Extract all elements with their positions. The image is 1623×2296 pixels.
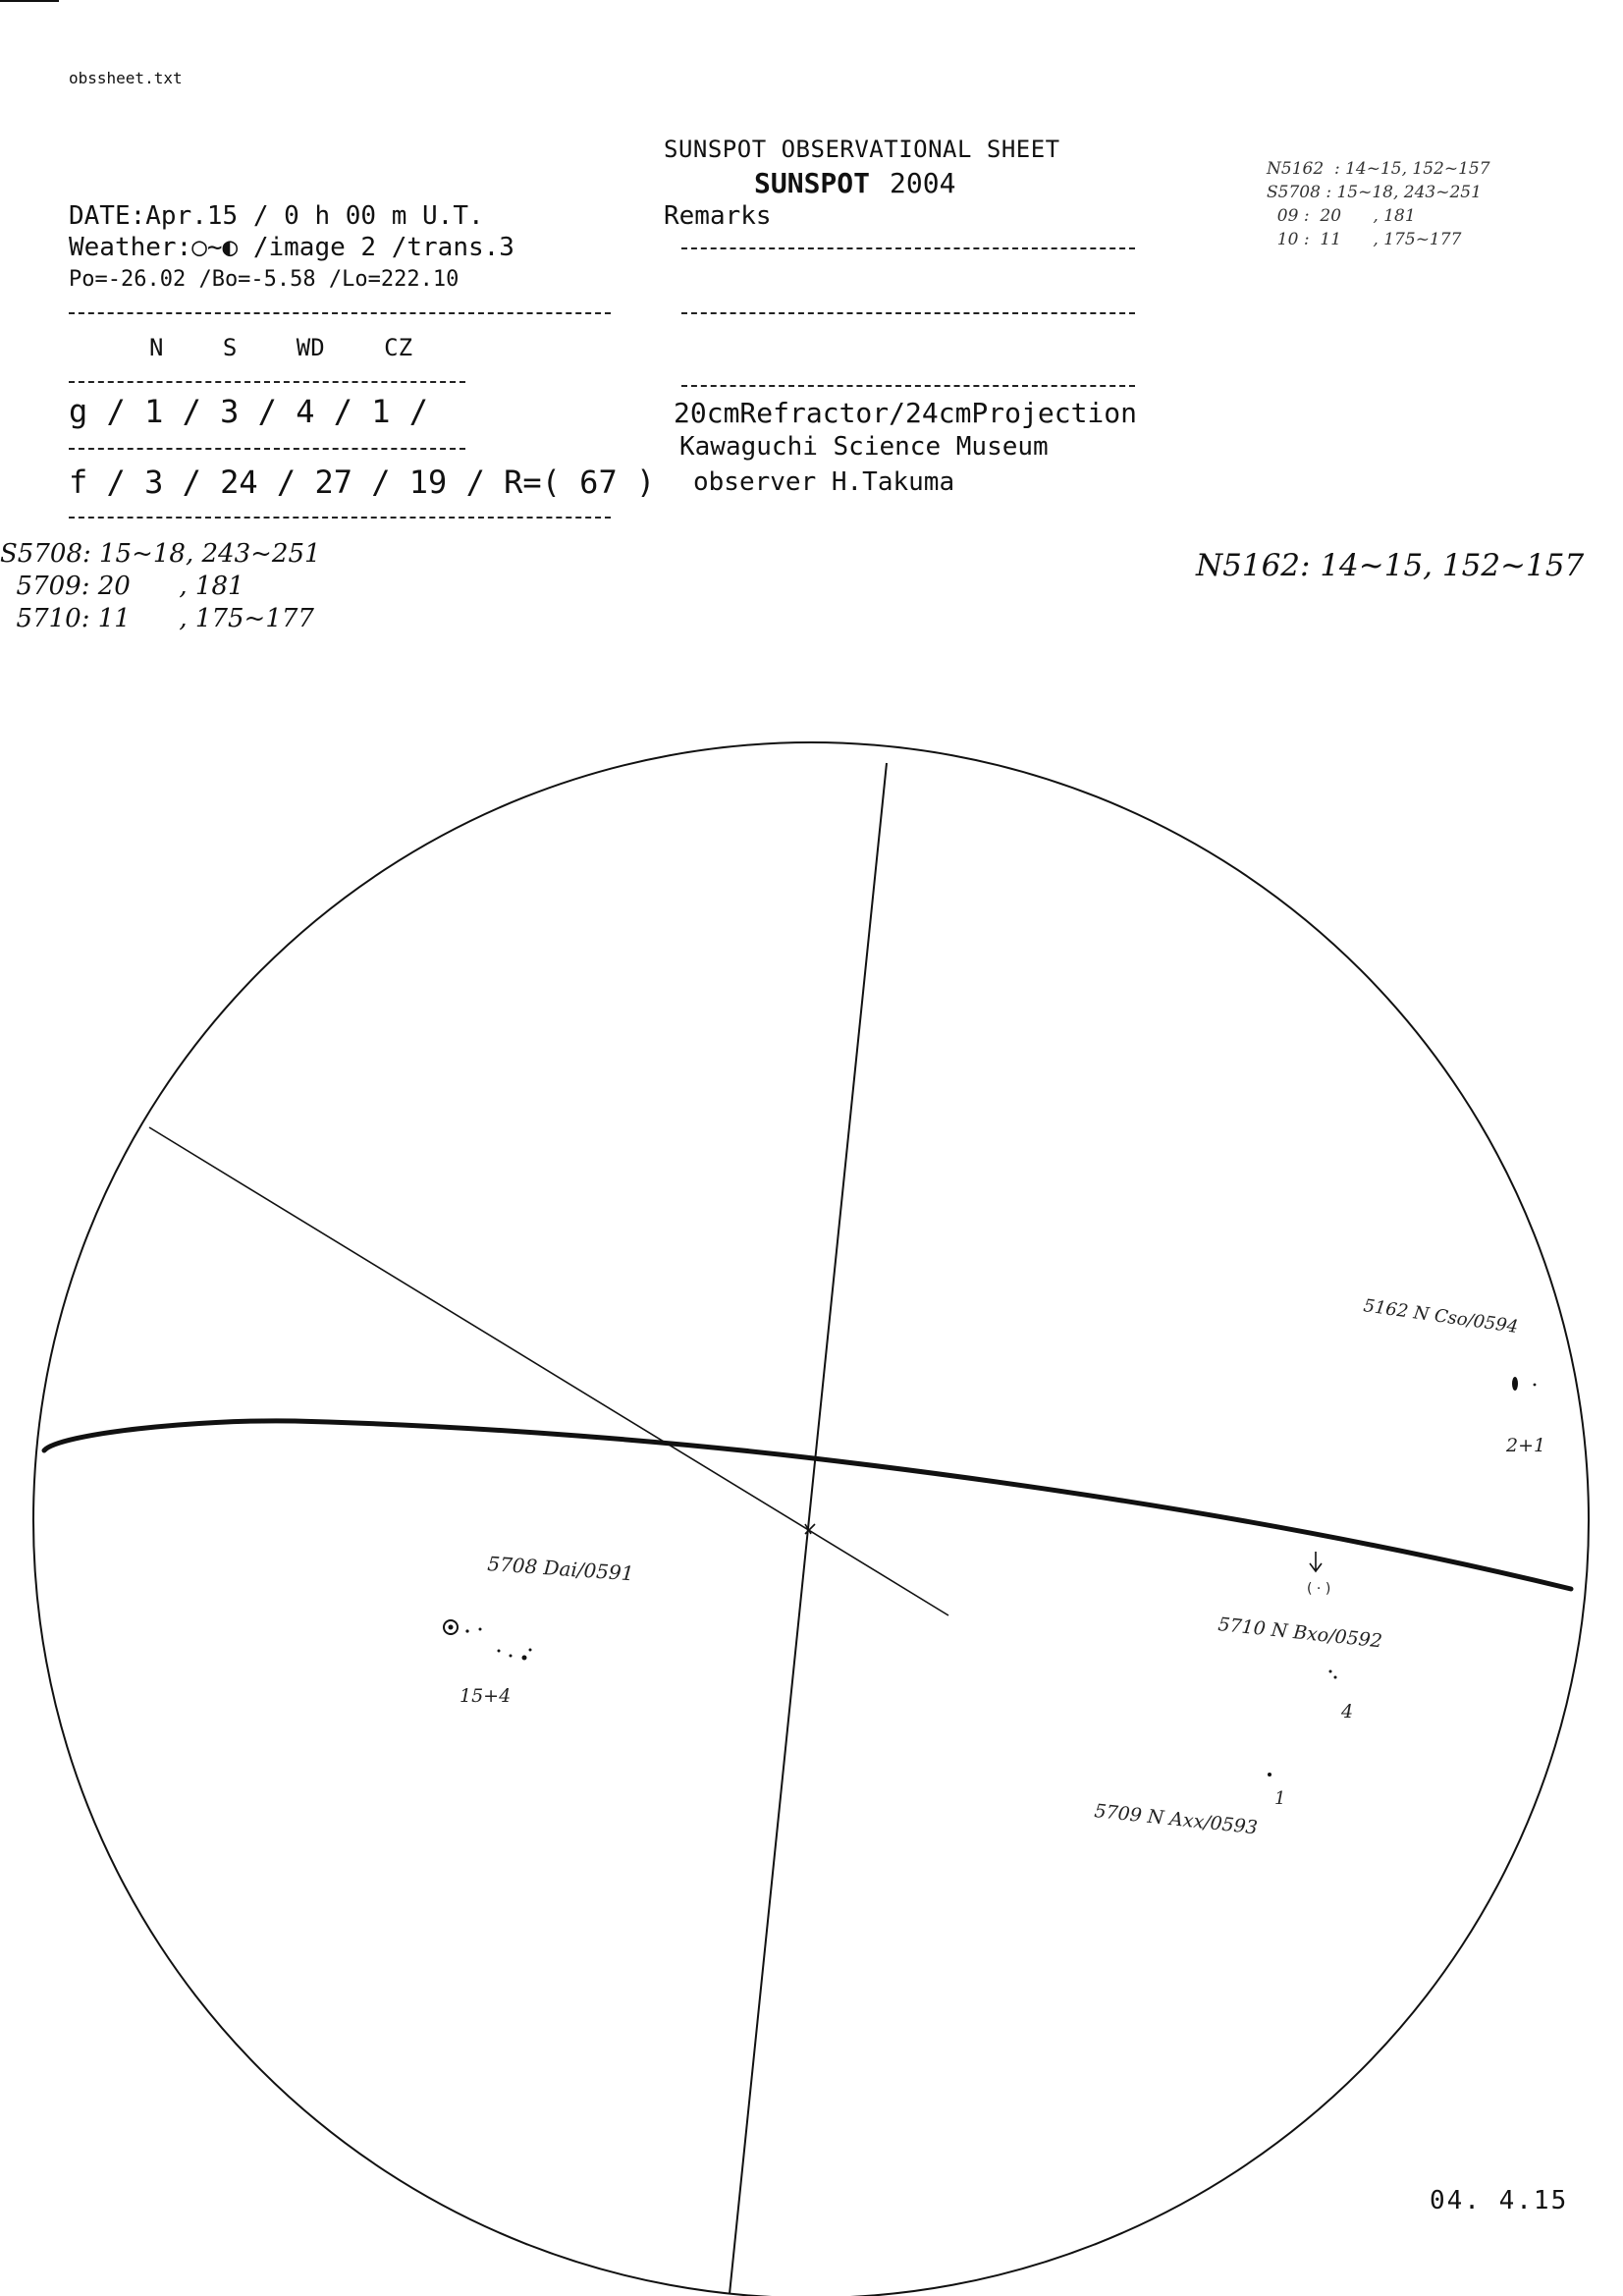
- ecliptic-line: [149, 1127, 948, 1615]
- sheet-title: SUNSPOT OBSERVATIONAL SHEET: [664, 136, 1060, 163]
- group-5708-label: 5708 Dai/0591: [486, 1552, 635, 1586]
- group-count-row: g / 1 / 3 / 4 / 1 /: [69, 393, 429, 430]
- group-5162-count: 2+1: [1506, 1435, 1546, 1456]
- location-info: Kawaguchi Science Museum: [679, 432, 1049, 462]
- solar-disk-outline: [33, 742, 1589, 2296]
- spot-5708-umbra: [449, 1625, 454, 1630]
- handwritten-right-notes: N5162 : 14~15, 152~157 S5708 : 15~18, 243~251 09 : 20 , 181 10 : 11 , 175~177: [1267, 159, 1490, 249]
- date-stamp: 04. 4.15: [1430, 2186, 1569, 2215]
- telescope-info: 20cmRefractor/24cmProjection: [674, 397, 1138, 429]
- spot-5710-a: [1329, 1670, 1332, 1673]
- handwritten-north-note: N5162: 14~15, 152~157: [1196, 548, 1585, 583]
- group-5162-label: 5162 N Cso/0594: [1362, 1295, 1520, 1339]
- solar-equator-line: [44, 1421, 1571, 1589]
- group-5709-label: 5709 N Axx/0593: [1093, 1800, 1259, 1839]
- observer-info: observer H.Takuma: [693, 467, 955, 497]
- spot-5708-a: [465, 1629, 468, 1632]
- date-line: DATE:Apr.15 / 0 h 00 m U.T.: [69, 201, 484, 231]
- spot-count-row: f / 3 / 24 / 27 / 19 / R=( 67 ): [69, 464, 656, 501]
- group-5708-count: 15+4: [460, 1685, 512, 1707]
- file-name: obssheet.txt: [69, 69, 183, 87]
- group-5710-arrow: [1310, 1552, 1322, 1571]
- subtitle-text: SUNSPOT: [754, 167, 871, 199]
- group-5710-count: 4: [1341, 1701, 1354, 1722]
- spot-5708-b: [479, 1628, 482, 1631]
- spot-5710-b: [1334, 1676, 1337, 1679]
- count-columns-header: N S WD CZ: [149, 334, 413, 361]
- subtitle-year: 2004: [890, 167, 956, 199]
- orientation-params: Po=-26.02 /Bo=-5.58 /Lo=222.10: [69, 267, 460, 292]
- spot-5710-marker: ( · ): [1307, 1581, 1331, 1597]
- group-5709-count: 1: [1274, 1788, 1286, 1809]
- spot-5708-f: [529, 1649, 532, 1652]
- spot-5709: [1268, 1773, 1271, 1777]
- weather-line: Weather:○~◐ /image 2 /trans.3: [69, 233, 514, 262]
- remarks-label: Remarks: [664, 201, 772, 231]
- handwritten-left-notes: S5708: 15~18, 243~251 5709: 20 , 181 5710: 11 , 175~177: [0, 539, 321, 633]
- spot-5162-small: [1534, 1384, 1537, 1387]
- spot-5708-c: [498, 1650, 501, 1653]
- group-5710-label: 5710 N Bxo/0592: [1217, 1613, 1383, 1653]
- spot-5708-e: [522, 1656, 527, 1661]
- spot-5162-main: [1512, 1377, 1518, 1391]
- spot-5708-d: [510, 1655, 513, 1658]
